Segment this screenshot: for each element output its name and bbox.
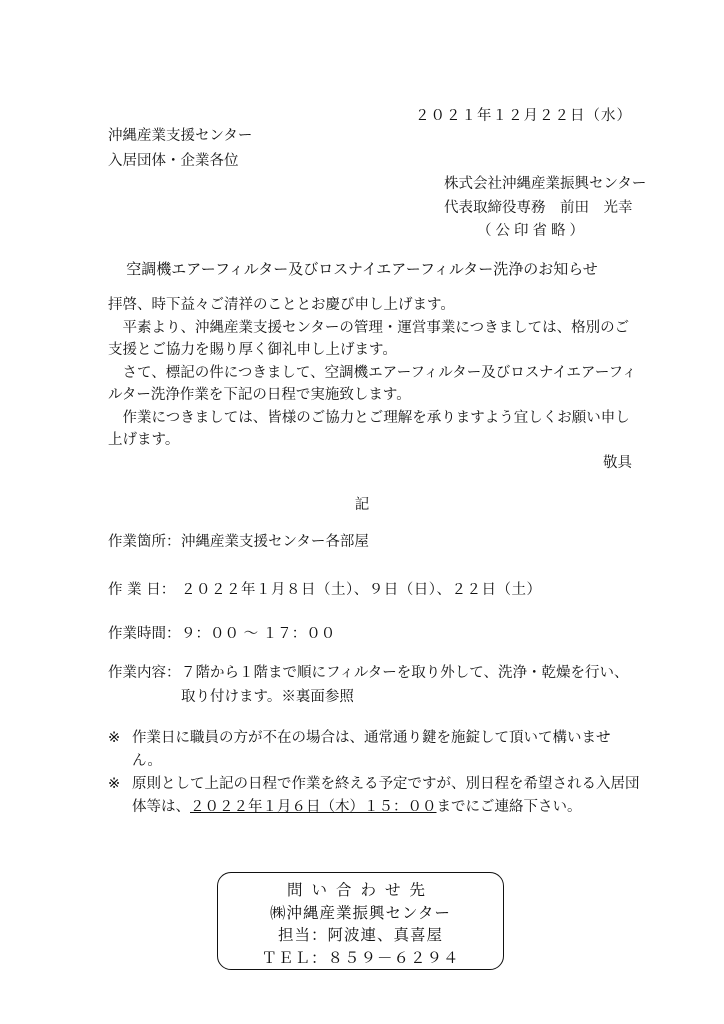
contact-tel: ＴＥＬ：８５９－６２９４ (261, 948, 460, 967)
letter-body (108, 294, 638, 474)
note-2-before: 原則として上記の日程で作業を終える予定ですが、別日程を希望される入居団体等は、 (132, 776, 640, 815)
note-mark: ※ (108, 776, 121, 792)
recipient-line-1: 沖縄産業支援センター (108, 128, 253, 144)
sender-company: 株式会社沖縄産業振興センター (444, 176, 647, 192)
work-time-label: 作業時間： (108, 626, 181, 642)
paragraph-2: さて、標記の件につきまして、空調機エアーフィルター及びロスナイエアーフィルター洗浄作業を下記の日程で実施致します。 (108, 364, 637, 403)
contact-box (217, 872, 504, 970)
work-location-value: 沖縄産業支援センター各部屋 (181, 534, 369, 550)
note-mark: ※ (108, 730, 121, 746)
work-content-value: ７階から１階まで順にフィルターを取り外して、洗浄・乾燥を行い、取り付けます。※裏面参照 (181, 665, 629, 705)
seal-note: （公印省略） (477, 223, 588, 239)
document-date: ２０２１年１２月２２日（水） (415, 108, 632, 124)
work-location-label: 作業箇所： (108, 534, 181, 550)
ki-heading: 記 (354, 497, 370, 513)
paragraph-1: 平素より、沖縄産業支援センターの管理・運営事業につきましては、格別のご支援とご協力を賜り厚く御礼申し上げます。 (108, 319, 630, 358)
paragraph-3: 作業につきましては、皆様のご協力とご理解を承りますよう宜しくお願い申し上げます。 (108, 409, 630, 448)
sender-person: 代表取締役専務 前田 光幸 (444, 200, 633, 216)
contact-company: ㈱沖縄産業振興センター (270, 903, 451, 922)
note-2-after: までにご連絡下さい。 (436, 798, 582, 815)
work-date-label: 作 業 日： (108, 582, 176, 598)
note-1 (108, 727, 640, 772)
recipient-line-2: 入居団体・企業各位 (108, 153, 239, 169)
greeting: 拝啓、時下益々ご清祥のこととお慶び申し上げます。 (108, 297, 455, 313)
note-2-deadline: ２０２２年１月６日（木）１５：００ (190, 798, 437, 815)
closing: 敬具 (603, 454, 632, 471)
note-2-text (108, 773, 640, 818)
document-title: 空調機エアーフィルター及びロスナイエアーフィルター洗浄のお知らせ (126, 260, 598, 278)
contact-person: 担当：阿波連、真喜屋 (277, 926, 443, 944)
note-2 (108, 773, 640, 818)
work-time-value: ９：００ ～ １７：００ (181, 626, 336, 642)
work-date-value: ２０２２年１月８日（土）、９日（日）、２２日（土） (181, 582, 542, 598)
note-1-text: 作業日に職員の方が不在の場合は、通常通り鍵を施錠して頂いて構いません。 (132, 730, 611, 769)
contact-heading: 問い合わせ先 (286, 881, 434, 899)
work-content-label: 作業内容： (108, 665, 181, 681)
